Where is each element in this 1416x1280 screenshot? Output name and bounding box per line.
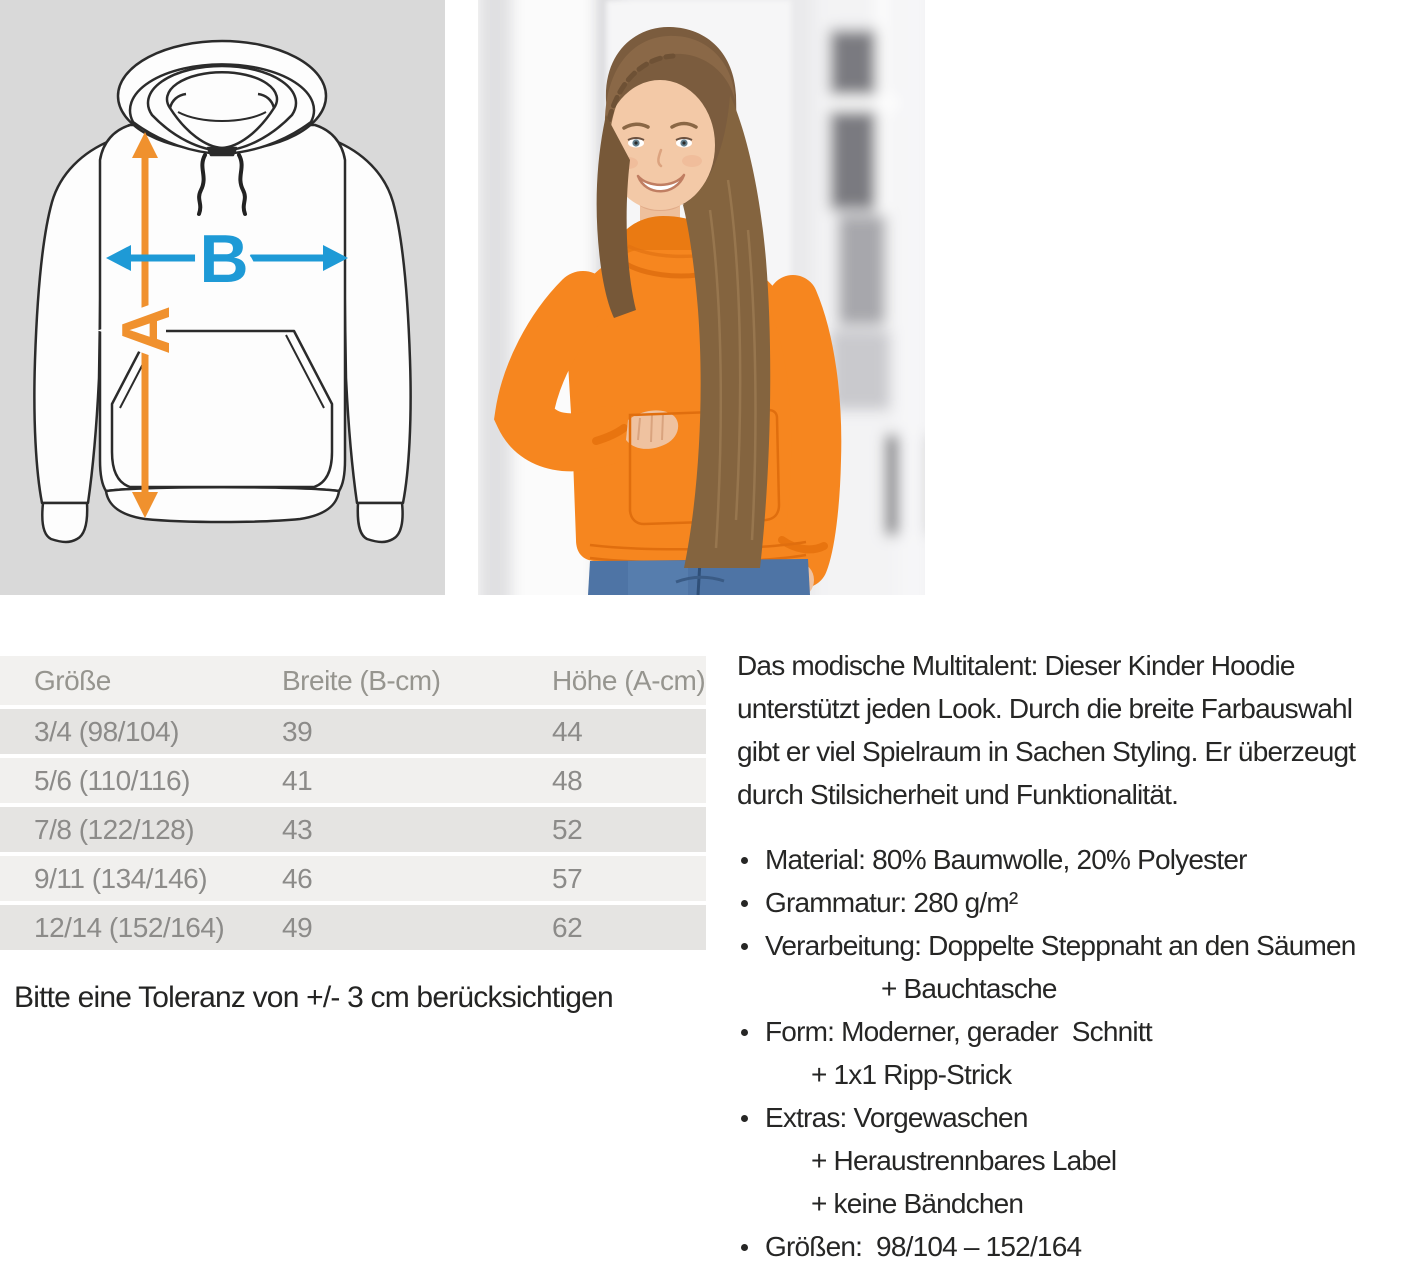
bullet-icon [741,1029,748,1036]
cell-height: 48 [517,758,706,803]
cell-height: 52 [517,807,706,852]
feature-text: Extras: Vorgewaschen [765,1102,1028,1133]
feature-text: + 1x1 Ripp-Strick [811,1059,1012,1090]
size-chart-table [0,652,706,954]
intro-line: Das modische Multitalent: Dieser Kinder Hoodie [737,650,1295,681]
column-header-width: Breite (B-cm) [249,656,517,705]
cell-size: 3/4 (98/104) [0,709,249,754]
feature-item [737,1010,1416,1053]
column-header-size: Größe [0,656,249,705]
feature-item [737,1096,1416,1139]
feature-text: Größen: 98/104 – 152/164 [765,1231,1082,1262]
width-label-b: B [199,221,249,297]
size-diagram-panel [0,0,445,595]
table-row [0,905,706,950]
height-label-a: A [108,305,184,355]
cell-width: 46 [249,856,517,901]
feature-item [737,881,1416,924]
bullet-icon [741,900,748,907]
bullet-icon [741,1244,748,1251]
cell-height: 57 [517,856,706,901]
intro-line: unterstützt jeden Look. Durch die breite Farbauswahl [737,693,1353,724]
bullet-icon [741,857,748,864]
feature-text: Form: Moderner, gerader Schnitt [765,1016,1152,1047]
bullet-icon [741,943,748,950]
feature-text: Material: 80% Baumwolle, 20% Polyester [765,844,1247,875]
feature-text: + Heraustrennbares Label [811,1145,1117,1176]
cell-height: 62 [517,905,706,950]
column-header-height: Höhe (A-cm) [517,656,706,705]
product-description [737,644,1416,1268]
table-row [0,758,706,803]
cell-width: 39 [249,709,517,754]
feature-text: Verarbeitung: Doppelte Steppnaht an den Säumen [765,930,1356,961]
bullet-icon [741,1115,748,1122]
feature-item [737,924,1416,967]
cell-size: 5/6 (110/116) [0,758,249,803]
table-row [0,709,706,754]
table-row [0,856,706,901]
intro-line: durch Stilsicherheit und Funktionalität. [737,779,1179,810]
feature-item-continuation [737,967,1416,1010]
product-photo [478,0,925,595]
size-chart-header-row [0,656,706,705]
feature-item [737,1225,1416,1268]
cell-size: 12/14 (152/164) [0,905,249,950]
feature-text: Grammatur: 280 g/m² [765,887,1018,918]
feature-list [737,838,1416,1268]
hoodie-measurement-diagram [0,0,445,595]
cell-size: 9/11 (134/146) [0,856,249,901]
tolerance-note: Bitte eine Toleranz von +/- 3 cm berücksichtigen [14,981,613,1014]
cell-width: 49 [249,905,517,950]
cell-width: 43 [249,807,517,852]
cell-height: 44 [517,709,706,754]
table-row [0,807,706,852]
feature-item-continuation [737,1182,1416,1225]
intro-line: gibt er viel Spielraum in Sachen Styling. Er überzeugt [737,736,1356,767]
feature-item-continuation [737,1139,1416,1182]
cell-width: 41 [249,758,517,803]
cell-size: 7/8 (122/128) [0,807,249,852]
feature-text: + Bauchtasche [881,973,1057,1004]
feature-item [737,838,1416,881]
feature-text: + keine Bändchen [811,1188,1024,1219]
model-photo-illustration [478,0,925,595]
feature-item-continuation [737,1053,1416,1096]
